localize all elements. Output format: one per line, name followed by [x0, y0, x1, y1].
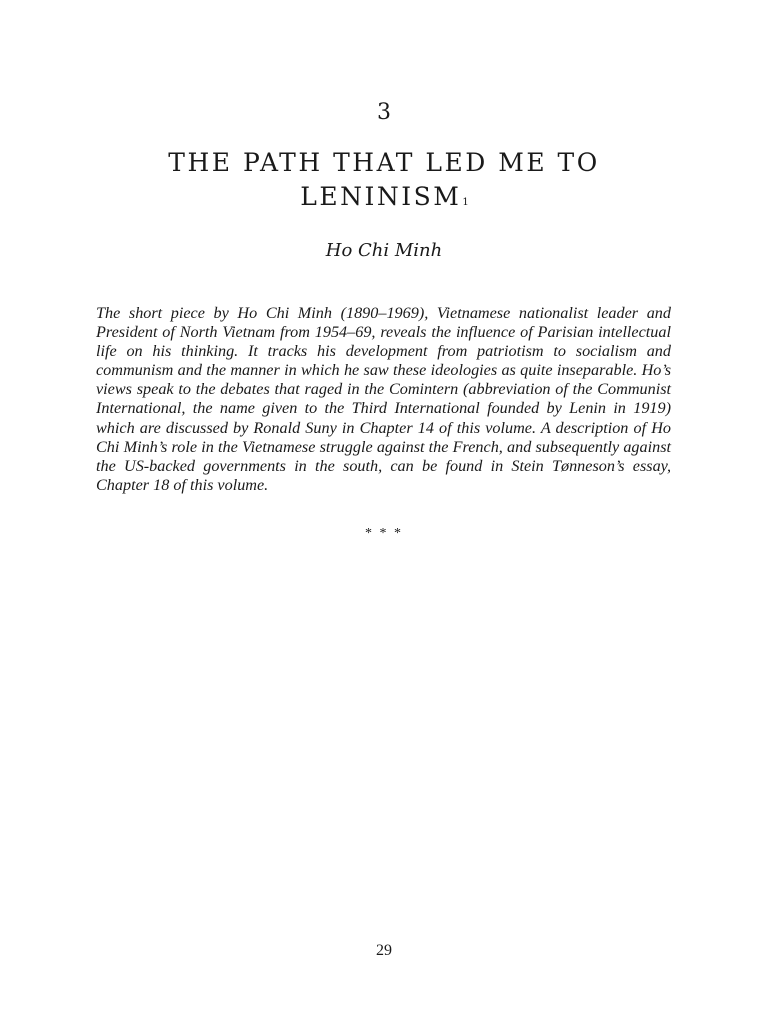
author-name: Ho Chi Minh	[325, 240, 443, 261]
chapter-title-line-1: THE PATH THAT LED ME TO	[168, 148, 600, 177]
chapter-abstract: The short piece by Ho Chi Minh (1890–1969), Vietnamese nationalist leader and President of North Vietnam from 1954–69, reveals the influence of Parisian intellectual life on his thinking. It tracks his development from patriotism to socialism and communism and the manner in which he saw these ideologies as quite inseparable. Ho’s views speak to the debates that raged in the Comintern (abbreviation of the Communist International, the name given to the Third International founded by Lenin in 1919) which are discussed by Ronald Suny in Chapter 14 of this volume. A description of Ho Chi Minh’s role in the Vietnamese struggle against the French, and subsequently against the US-backed governments in the south, can be found in Stein Tønneson’s essay, Chapter 18 of this volume.	[96, 304, 671, 494]
chapter-title	[0, 146, 768, 214]
chapter-number: 3	[377, 100, 391, 125]
chapter-title-line-2: LENINISM	[300, 182, 462, 211]
page-number: 29	[376, 942, 392, 959]
footnote-marker[interactable]: 1	[462, 197, 469, 208]
chapter-title-line-2-wrap	[0, 180, 768, 214]
section-separator: * * *	[365, 526, 403, 541]
